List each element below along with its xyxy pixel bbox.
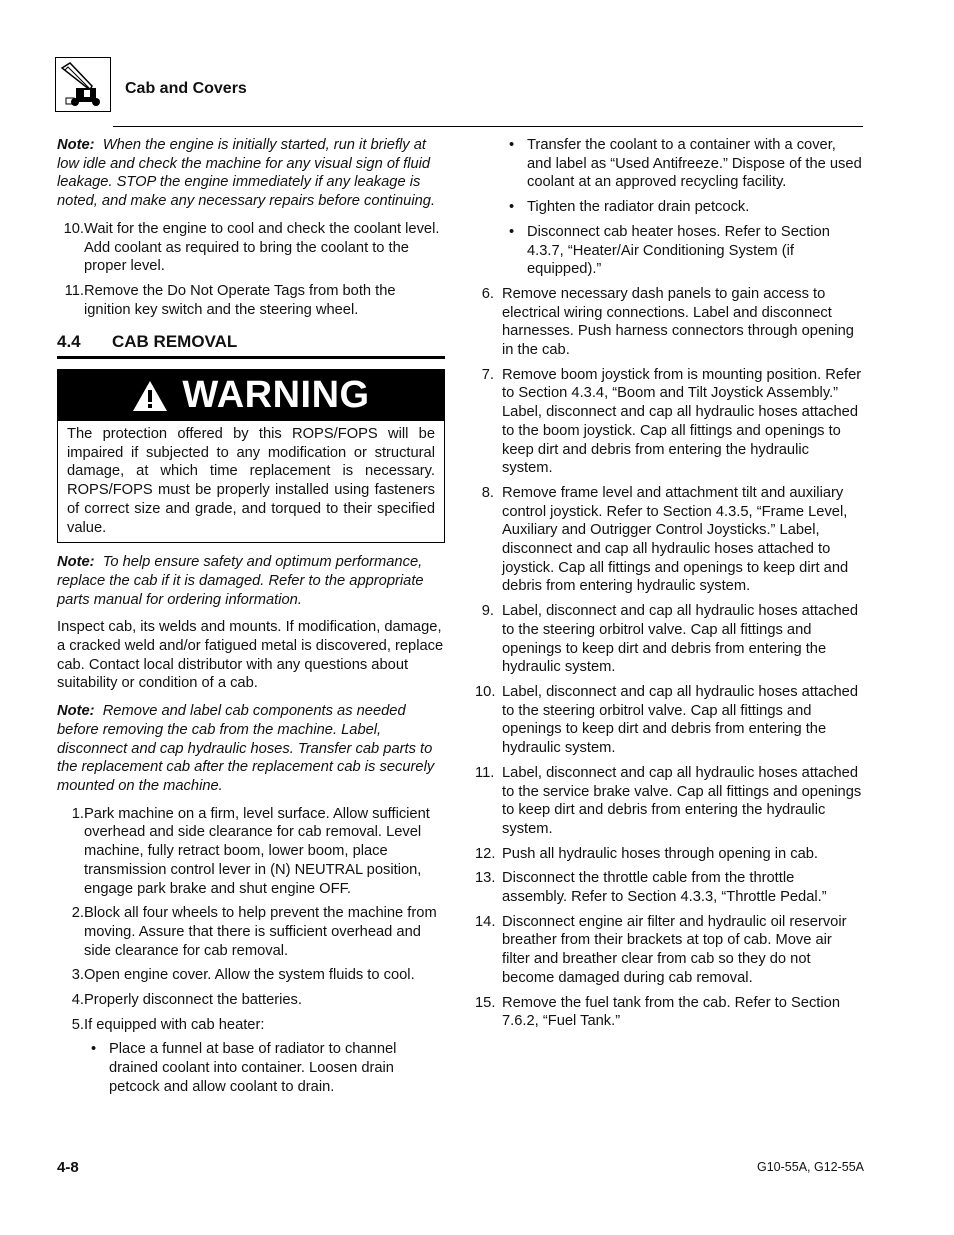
step-text: Park machine on a firm, level surface. Allow sufficient overhead and side clearance for cab removal. Level machine, fully retract boom, lower boom, place transmission control lever in (N) NEUTRAL position, engage park brake and shut engine OFF. <box>84 805 430 897</box>
note-engine-start <box>57 136 445 211</box>
bullet-text: Place a funnel at base of radiator to channel drained coolant into container. Loosen drain petcock and allow coolant to drain. <box>109 1041 397 1095</box>
bullet-dot: • <box>509 223 515 240</box>
left-column <box>57 136 445 1103</box>
step-text: Remove frame level and attachment tilt and auxiliary control joystick. Refer to Section 4.3.5, “Frame Level, Auxiliary and Outrigger Control Joysticks.” Label, disconnect and cap all hydraulic hoses attached to joystick. Cap all fittings and openings to keep dirt and debris from entering hydraulic system. <box>502 484 849 595</box>
step-6 <box>475 285 863 360</box>
step-8 <box>475 484 863 596</box>
warning-triangle-icon <box>132 380 168 412</box>
header-divider <box>113 126 863 127</box>
step-13 <box>475 869 863 906</box>
note-text: Remove and label cab components as needed before removing the cab from the machine. Label, disconnect and cap hydraulic hoses. Transfer cab parts to the replacement cab after the replacement cab is securely mounted on the machine. <box>57 703 435 794</box>
note-label: Note: <box>57 703 95 720</box>
step-number: 9. <box>481 603 494 620</box>
step-number: 11. <box>475 764 495 781</box>
step-text: Push all hydraulic hoses through opening in cab. <box>502 845 818 862</box>
inspect-paragraph: Inspect cab, its welds and mounts. If modification, damage, a cracked weld and/or fatigued metal is discovered, replace cab. Contact local distributor with any questions about suitability or condition of a cab. <box>57 619 444 692</box>
note-text: When the engine is initially started, run it briefly at low idle and check the machine for any visual sign of fluid leakage. STOP the engine immediately if any leakage is noted, and make any necessary repairs before continuing. <box>57 137 436 210</box>
step-9 <box>475 602 863 677</box>
step-number: 14. <box>475 913 496 930</box>
warning-title: WARNING <box>182 374 370 417</box>
step-11 <box>475 764 863 839</box>
step-number: 5. <box>71 1016 84 1033</box>
step-number: 12. <box>475 845 496 862</box>
section-heading <box>57 333 445 359</box>
step-number: 3. <box>71 967 84 984</box>
bullet-heater-hoses <box>475 223 863 279</box>
step-text: Open engine cover. Allow the system fluids to cool. <box>84 967 415 984</box>
step-number: 7. <box>481 366 494 383</box>
step-text: Block all four wheels to help prevent the machine from moving. Assure that there is sufficient overhead and side clearance for cab removal. <box>84 905 437 959</box>
step-number: 2. <box>71 905 84 922</box>
step-text: Remove the Do Not Operate Tags from both the ignition key switch and the steering wheel. <box>84 282 396 318</box>
telehandler-icon <box>56 58 110 111</box>
header-logo <box>55 57 111 112</box>
bullet-dot: • <box>91 1041 97 1058</box>
warning-box <box>57 369 445 543</box>
step-11 <box>57 282 445 319</box>
bullet-dot: • <box>509 137 515 153</box>
step-number: 10. <box>63 220 84 237</box>
header-title: Cab and Covers <box>125 80 247 97</box>
step-7 <box>475 366 863 478</box>
step-number: 15. <box>475 994 496 1011</box>
step-text: If equipped with cab heater: <box>84 1016 265 1033</box>
step-text: Label, disconnect and cap all hydraulic hoses attached to the service brake valve. Cap all fittings and openings to keep dirt and debris from entering the hydraulic system. <box>502 764 862 837</box>
bullet-text: Transfer the coolant to a container with a cover, and label as “Used Antifreeze.” Dispose of the used coolant at an approved recycling facility. <box>527 137 862 191</box>
step-text: Properly disconnect the batteries. <box>84 992 302 1009</box>
step-text: Remove necessary dash panels to gain access to electrical wiring connections. Label and disconnect harnesses. Push harness connectors through opening in the cab. <box>502 285 854 359</box>
step-text: Remove the fuel tank from the cab. Refer to Section 7.6.2, “Fuel Tank.” <box>502 994 840 1030</box>
warning-text: The protection offered by this ROPS/FOPS will be impaired if subjected to any modification or structural damage, at which time replacement is necessary. ROPS/FOPS must be properly installed using fasteners of correct size and grade, and torqued to their specified value. <box>67 426 435 536</box>
note-label: Note: <box>57 554 95 571</box>
page-number: 4-8 <box>57 1159 79 1176</box>
bullet-transfer-coolant <box>475 136 863 192</box>
step-number: 6. <box>481 285 494 302</box>
bullet-text: Tighten the radiator drain petcock. <box>527 199 750 216</box>
step-text: Disconnect the throttle cable from the throttle assembly. Refer to Section 4.3.3, “Throttle Pedal.” <box>502 870 827 906</box>
step-2 <box>57 904 445 960</box>
step-number: 8. <box>481 484 494 501</box>
note-cab-damage <box>57 553 445 609</box>
step-number: 4. <box>71 992 84 1009</box>
bullet-text: Disconnect cab heater hoses. Refer to Section 4.3.7, “Heater/Air Conditioning System (if equipped).” <box>527 223 830 278</box>
step-text: Wait for the engine to cool and check the coolant level. Add coolant as required to bring the coolant to the proper level. <box>84 220 440 275</box>
step-14 <box>475 913 863 988</box>
note-remove-label <box>57 702 445 796</box>
note-text: To help ensure safety and optimum performance, replace the cab if it is damaged. Refer to the appropriate parts manual for ordering information. <box>57 554 424 608</box>
step-number: 11. <box>64 282 84 299</box>
step-text: Label, disconnect and cap all hydraulic hoses attached to the steering orbitrol valve. Cap all fittings and openings to keep dirt and debris from entering the hydraulic system. <box>502 683 858 757</box>
step-12 <box>475 845 863 864</box>
step-5 <box>57 1016 445 1035</box>
warning-banner <box>58 370 444 421</box>
bullet-tighten-petcock <box>475 198 863 217</box>
step-15 <box>475 994 863 1031</box>
bullet-funnel <box>57 1040 445 1096</box>
step-10 <box>475 683 863 758</box>
step-3 <box>57 966 445 985</box>
step-number: 1. <box>71 805 84 822</box>
step-text: Remove boom joystick from is mounting position. Refer to Section 4.3.4, “Boom and Tilt Joystick Assembly.” Label, disconnect and cap all hydraulic hoses attached to the boom joystick. Cap all fittings and openings to keep dirt and debris from entering the hydraulic system. <box>502 366 862 477</box>
right-column <box>475 136 863 1037</box>
step-number: 10. <box>475 683 496 700</box>
step-number: 13. <box>475 870 496 887</box>
bullet-dot: • <box>509 199 515 216</box>
step-10 <box>57 220 445 276</box>
section-number: 4.4 <box>57 332 81 352</box>
step-4 <box>57 991 445 1010</box>
step-1 <box>57 805 445 899</box>
step-text: Label, disconnect and cap all hydraulic hoses attached to the steering orbitrol valve. Cap all fittings and openings to keep dirt and debris from entering the hydraulic system. <box>502 603 858 676</box>
note-label: Note: <box>57 137 95 153</box>
step-text: Disconnect engine air filter and hydraulic oil reservoir breather from their brackets at top of cab. Move air filter and breather clear from cab so they do not become damaged during cab removal. <box>502 913 847 986</box>
model-numbers: G10-55A, G12-55A <box>757 1160 865 1174</box>
section-title: CAB REMOVAL <box>112 332 238 352</box>
